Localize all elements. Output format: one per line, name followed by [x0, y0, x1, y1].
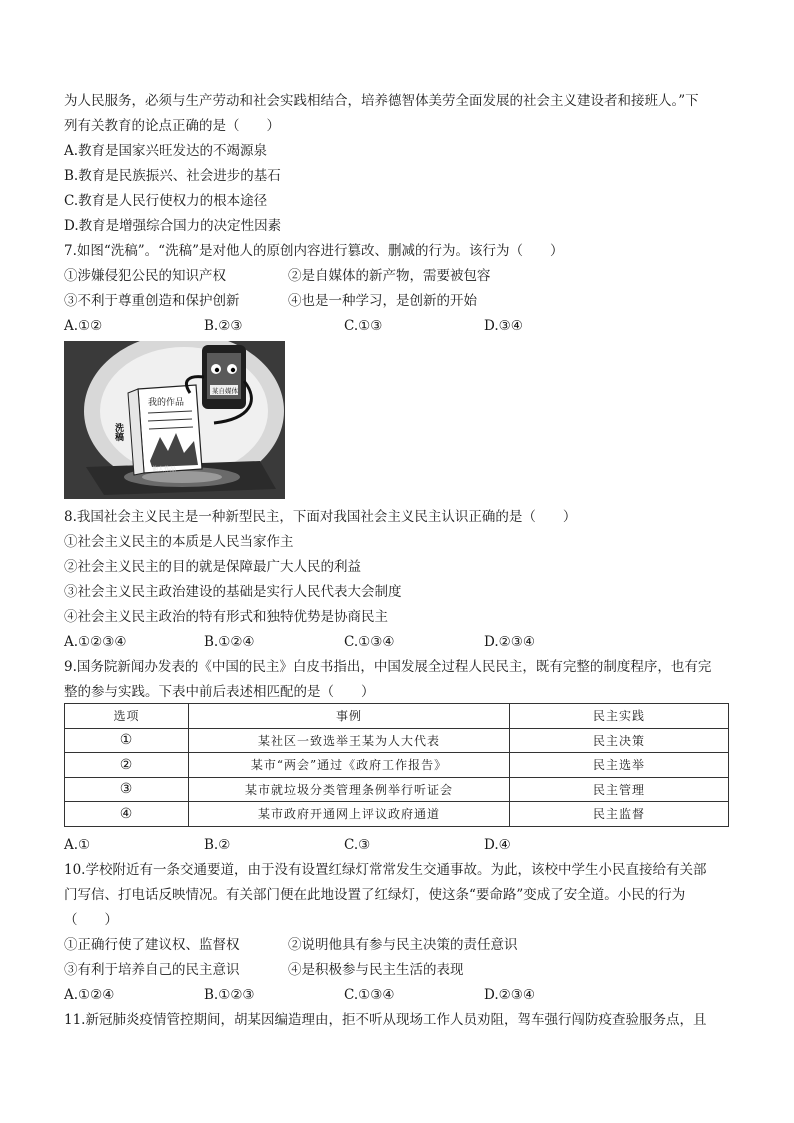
q9-cell-case: 某市“两会”通过《政府工作报告》	[189, 753, 510, 778]
intro-line-2: 列有关教育的论点正确的是（ ）	[64, 118, 280, 134]
q9-header-case: 事例	[189, 704, 510, 729]
q8-statement-3: ③社会主义民主政治建设的基础是实行人民代表大会制度	[64, 584, 402, 600]
q9-cell-practice: 民主决策	[510, 728, 729, 753]
q9-stem-line-2: 整的参与实践。下表中前后表述相匹配的是（ ）	[64, 684, 375, 700]
table-row	[65, 777, 729, 802]
q8-statement-2: ②社会主义民主的目的就是保障最广大人民的利益	[64, 559, 361, 575]
q9-header-option: 选项	[65, 704, 189, 729]
q10-statement-1: ①正确行使了建议权、监督权	[64, 937, 240, 953]
q7-statement-2: ②是自媒体的新产物，需要被包容	[288, 268, 491, 284]
q7-stem: 7.如图“洗稿”。“洗稿”是对他人的原创内容进行篡改、删减的行为。该行为（ ）	[64, 243, 564, 259]
q10-statement-2: ②说明他具有参与民主决策的责任意识	[288, 937, 518, 953]
q8-choice-b: B.①②④	[204, 634, 255, 650]
q10-choice-c: C.①③④	[344, 987, 395, 1003]
q6-option-a: A.教育是国家兴旺发达的不竭源泉	[64, 143, 268, 159]
q9-choice-b: B.②	[204, 837, 231, 853]
q8-statement-1: ①社会主义民主的本质是人民当家作主	[64, 534, 294, 550]
q7-statement-1: ①涉嫌侵犯公民的知识产权	[64, 268, 226, 284]
q8-stem: 8.我国社会主义民主是一种新型民主，下面对我国社会主义民主认识正确的是（ ）	[64, 509, 577, 525]
xigao-cartoon-figure	[64, 341, 285, 499]
q9-table-header-row	[65, 704, 729, 729]
q10-statement-3: ③有利于培养自己的民主意识	[64, 962, 240, 978]
table-row	[65, 802, 729, 827]
q8-statement-4: ④社会主义民主政治的特有形式和独特优势是协商民主	[64, 609, 388, 625]
q9-choice-c: C.③	[344, 837, 371, 853]
q7-statement-4: ④也是一种学习，是创新的开始	[288, 293, 477, 309]
q10-choice-d: D.②③④	[484, 987, 535, 1003]
q9-cell-practice: 民主管理	[510, 777, 729, 802]
q7-choice-b: B.②③	[204, 318, 243, 334]
q10-stem-line-3: （ ）	[64, 912, 118, 928]
q9-cell-case: 某市政府开通网上评议政府通道	[189, 802, 510, 827]
q8-choice-d: D.②③④	[484, 634, 535, 650]
q6-option-d: D.教育是增强综合国力的决定性因素	[64, 218, 282, 234]
q10-stem-line-2: 门写信、打电话反映情况。有关部门便在此地设置了红绿灯，使这条“要命路”变成了安全道。小民的行为	[64, 887, 686, 903]
q10-choice-b: B.①②③	[204, 987, 255, 1003]
q11-stem-line-1: 11.新冠肺炎疫情管控期间，胡某因编造理由，拒不听从现场工作人员劝阻，驾车强行闯防疫查验服务点，且	[64, 1012, 707, 1028]
table-row	[65, 728, 729, 753]
q8-choice-c: C.①③④	[344, 634, 395, 650]
q10-stem-line-1: 10.学校附近有一条交通要道，由于没有设置红绿灯常常发生交通事故。为此，该校中学生小民直接给有关部	[64, 862, 707, 878]
bottom-label: 他人作品	[152, 466, 177, 473]
q6-option-b: B.教育是民族振兴、社会进步的基石	[64, 168, 281, 184]
q9-cell-option: ②	[65, 753, 189, 778]
side-label: 洗稿	[113, 423, 123, 441]
q9-choice-d: D.④	[484, 837, 511, 853]
q9-choice-a: A.①	[64, 837, 91, 853]
q6-option-c: C.教育是人民行使权力的根本途径	[64, 193, 268, 209]
q10-statement-4: ④是积极参与民主生活的表现	[288, 962, 464, 978]
phone-label: 某自媒体	[212, 387, 238, 395]
q9-cell-option: ③	[65, 777, 189, 802]
q9-cell-practice: 民主监督	[510, 802, 729, 827]
q9-cell-practice: 民主选举	[510, 753, 729, 778]
q9-cell-case: 某市就垃圾分类管理条例举行听证会	[189, 777, 510, 802]
table-row	[65, 753, 729, 778]
q7-choice-a: A.①②	[64, 318, 103, 334]
q7-choice-d: D.③④	[484, 318, 523, 334]
q7-choice-c: C.①③	[344, 318, 383, 334]
q9-stem-line-1: 9.国务院新闻办发表的《中国的民主》白皮书指出，中国发展全过程人民民主，既有完整的制度程序，也有完	[64, 659, 712, 675]
q10-choice-a: A.①②④	[64, 987, 115, 1003]
paper-title-label: 我的作品	[148, 398, 185, 408]
q9-table	[64, 703, 729, 827]
q9-cell-option: ④	[65, 802, 189, 827]
q9-cell-option: ①	[65, 728, 189, 753]
q7-statement-3: ③不利于尊重创造和保护创新	[64, 293, 240, 309]
q9-cell-case: 某社区一致选举王某为人大代表	[189, 728, 510, 753]
intro-line-1: 为人民服务，必须与生产劳动和社会实践相结合，培养德智体美劳全面发展的社会主义建设者和接班人。”下	[64, 93, 699, 109]
q8-choice-a: A.①②③④	[64, 634, 127, 650]
q9-header-practice: 民主实践	[510, 704, 729, 729]
